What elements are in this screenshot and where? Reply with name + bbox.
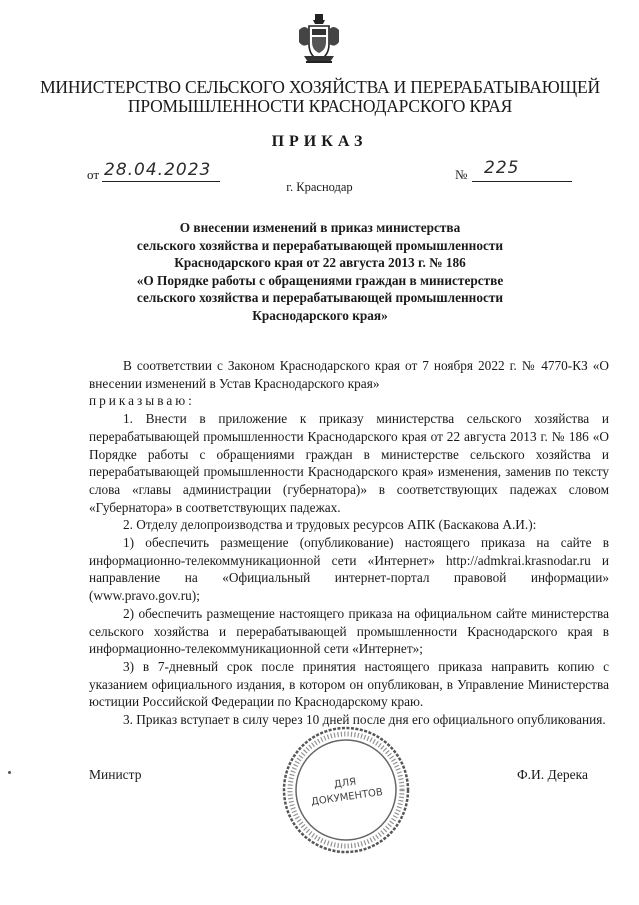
item-2-2: 2) обеспечить размещение настоящего приказа на официальном сайте министерства сельского хозяйства и перерабатывающей промышленности Краснодарского края в информационно-телекоммуникационной сети «Интернет»; <box>89 605 609 657</box>
city: г. Краснодар <box>286 180 353 194</box>
order-number: 225 <box>484 158 520 178</box>
item-2-3: 3) в 7-дневный срок после принятия настоящего приказа направить копию с указанием официального издания, в котором он опубликован, в Управление Министерства юстиции Российской Федерации по Краснодарскому краю. <box>89 658 609 710</box>
item-1: 1. Внести в приложение к приказу министерства сельского хозяйства и перерабатывающей промышленности Краснодарского края от 22 августа 2013 г. № 186 «О Порядке работы с обращениями граждан в министерстве сельского хозяйства и перерабатывающей промышленности Краснодарского края» изменения, заменив по тексту слова «главы администрации (губернатора)» в соответствующих падежах словом «Губернатора» в соответствующих падежах. <box>89 411 609 515</box>
subject-line: сельского хозяйства и перерабатывающей промышленности <box>136 290 504 305</box>
item-2: 2. Отделу делопроизводства и трудовых ресурсов АПК (Баскакова А.И.): <box>123 517 537 533</box>
coat-of-arms-icon <box>296 12 342 68</box>
stamp-line2: ДОКУМЕНТОВ <box>310 786 384 808</box>
order-title: ПРИКАЗ <box>271 133 368 150</box>
order-date: 28.04.2023 <box>104 160 212 180</box>
date-prefix: от <box>87 167 100 182</box>
item-2-1: 1) обеспечить размещение (опубликование) настоящего приказа на сайте в информационно-телекоммуникационной сети «Интернет» http://admkrai.krasnodar.ru и направление на «Официальный интернет-портал правовой информации» (www.pravo.gov.ru); <box>89 535 609 604</box>
ministry-name-line1: МИНИСТЕРСТВО СЕЛЬСКОГО ХОЗЯЙСТВА И ПЕРЕРАБАТЫВАЮЩЕЙ <box>40 77 600 97</box>
ministry-name <box>40 78 600 116</box>
number-prefix: № <box>455 167 468 182</box>
signer-name: Ф.И. Дерека <box>517 767 588 782</box>
ministry-name-line2: ПРОМЫШЛЕННОСТИ КРАСНОДАРСКОГО КРАЯ <box>127 96 513 116</box>
order-word: приказываю: <box>89 393 195 409</box>
preamble: В соответствии с Законом Краснодарского края от 7 ноября 2022 г. № 4770-КЗ «О внесении изменений в Устав Краснодарского края» <box>89 358 609 391</box>
order-body <box>89 357 609 729</box>
item-3: 3. Приказ вступает в силу через 10 дней после дня его официального опубликования. <box>123 712 606 728</box>
scan-speck <box>8 771 11 774</box>
subject-line: Краснодарского края» <box>252 307 388 323</box>
signer-position: Министр <box>89 767 142 782</box>
stamp-line1: ДЛЯ <box>333 776 357 791</box>
subject-line: «О Порядке работы с обращениями граждан в министерстве <box>136 272 504 288</box>
subject-line: сельского хозяйства и перерабатывающей промышленности <box>136 237 504 253</box>
order-subject <box>110 219 530 324</box>
subject-line: О внесении изменений в приказ министерства <box>179 220 461 235</box>
official-stamp <box>280 724 412 856</box>
subject-line: Краснодарского края от 22 августа 2013 г. № 186 <box>174 255 466 270</box>
